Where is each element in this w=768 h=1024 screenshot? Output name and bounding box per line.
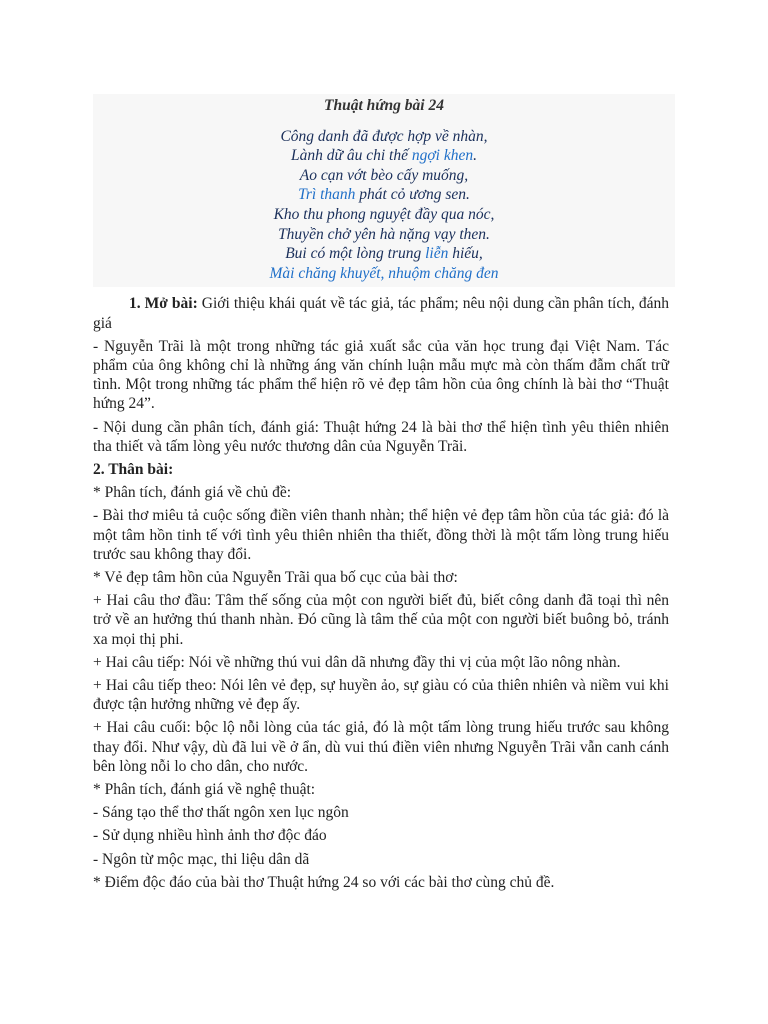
section-heading: 1. Mở bài: <box>129 295 198 313</box>
poem-line-text: Bui có một lòng trung <box>285 245 426 263</box>
poem-line-text: Lành dữ âu chi thế <box>291 147 412 165</box>
poem-line <box>93 205 675 225</box>
essay-outline <box>93 294 669 892</box>
poem-block <box>93 94 675 287</box>
poem-line <box>93 185 675 205</box>
document-page <box>93 94 669 896</box>
body-paragraph: + Hai câu tiếp: Nói về những thú vui dân dã nhưng đầy thi vị của một lão nông nhàn. <box>93 653 621 671</box>
poem-line-text: Thuyền chở yên hà nặng vạy then. <box>278 225 490 243</box>
list-item: - Sáng tạo thể thơ thất ngôn xen lục ngôn <box>93 804 349 822</box>
poem-word-link[interactable]: ngợi khen <box>411 147 474 165</box>
body-paragraph: - Nguyễn Trãi là một trong những tác giả xuất sắc của văn học trung đại Việt Nam. Tác phẩm của ông không chỉ là những áng văn chính luận mẫu mực mà còn thấm đẫm chất trữ tình. Một trong những tác phẩm thể hiện rõ vẻ đẹp tâm hồn của ông chính là bài thơ “Thuật hứng 24”. <box>93 337 669 413</box>
list-item: - Sử dụng nhiều hình ảnh thơ độc đáo <box>93 827 327 845</box>
body-paragraph: + Hai câu thơ đầu: Tâm thế sống của một con người biết đủ, biết công danh đã toại thì nên trở về an hưởng thú thanh nhàn. Đó cũng là tâm thế của một con người biết buông bỏ, tránh xa mọi thị phi. <box>93 592 669 648</box>
body-paragraph: - Bài thơ miêu tả cuộc sống điền viên thanh nhàn; thể hiện vẻ đẹp tâm hồn của tác giả: đó là một tâm hồn tinh tế với tình yêu thiên nhiên tha thiết, đồng thời là một tấm lòng trung hiếu trước sau không thay đổi. <box>93 507 669 563</box>
bullet-paragraph: * Vẻ đẹp tâm hồn của Nguyễn Trãi qua bố cục của bài thơ: <box>93 568 458 586</box>
poem-line-text: Ao cạn vớt bèo cấy muống, <box>299 166 469 184</box>
poem-line <box>93 127 675 147</box>
poem-title: Thuật hứng bài 24 <box>324 97 444 114</box>
poem-line <box>93 166 675 186</box>
body-paragraph: - Nội dung cần phân tích, đánh giá: Thuật hứng 24 là bài thơ thể hiện tình yêu thiên nhiên tha thiết và tấm lòng yêu nước thương dân của Nguyễn Trãi. <box>93 418 669 455</box>
poem-line <box>93 225 675 245</box>
poem-word-link[interactable]: Trì thanh <box>298 186 356 204</box>
poem-line-text: . <box>473 147 477 165</box>
bullet-paragraph: * Phân tích, đánh giá về chủ đề: <box>93 484 292 502</box>
poem-line-text: hiếu, <box>448 245 483 263</box>
poem-line-text: phát cỏ ương sen. <box>355 186 470 204</box>
poem-line <box>93 264 675 284</box>
poem-line-text: Công danh đã được hợp về nhàn, <box>280 127 488 145</box>
poem-line <box>93 146 675 166</box>
bullet-paragraph: * Điểm độc đáo của bài thơ Thuật hứng 24 so với các bài thơ cùng chủ đề. <box>93 873 555 891</box>
section-heading: 2. Thân bài: <box>93 460 174 478</box>
body-paragraph: + Hai câu cuối: bộc lộ nỗi lòng của tác giả, đó là một tấm lòng trung hiếu trước sau không thay đổi. Như vậy, dù đã lui về ở ẩn, dù vui thú điền viên nhưng Nguyễn Trãi vẫn canh cánh bên lòng nỗi lo cho dân, cho nước. <box>93 719 669 775</box>
bullet-paragraph: * Phân tích, đánh giá về nghệ thuật: <box>93 781 316 799</box>
poem-word-link[interactable]: liễn <box>425 245 449 263</box>
list-item: - Ngôn từ mộc mạc, thi liệu dân dã <box>93 850 310 868</box>
intro-text: Giới thiệu khái quát về tác giả, tác phẩm; nêu nội dung cần phân tích, đánh giá <box>93 295 669 332</box>
body-paragraph: + Hai câu tiếp theo: Nói lên vẻ đẹp, sự huyền ảo, sự giàu có của thiên nhiên và niềm vui khi được tận hưởng những vẻ đẹp ấy. <box>93 677 669 714</box>
poem-line <box>93 244 675 264</box>
poem-line-text: Kho thu phong nguyệt đầy qua nóc, <box>273 205 495 223</box>
poem-word-link[interactable]: Mài chăng khuyết, nhuộm chăng đen <box>269 264 499 282</box>
intro-paragraph <box>93 294 669 332</box>
